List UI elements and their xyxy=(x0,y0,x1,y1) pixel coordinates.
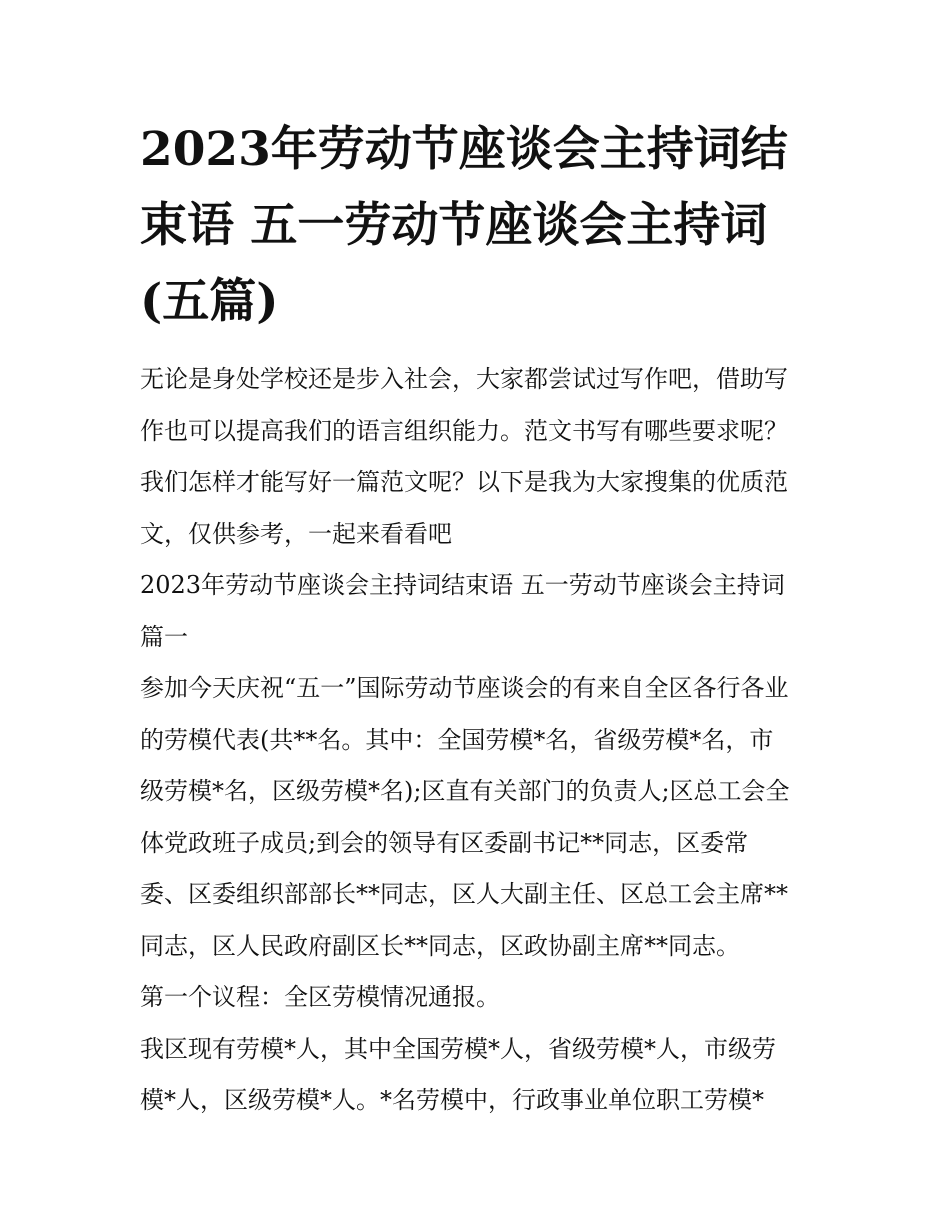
title-line: 2023年劳动节座谈会主持词结 xyxy=(140,122,788,177)
paragraph-line: 模*人，区级劳模*人。*名劳模中，行政事业单位职工劳模* xyxy=(140,1086,764,1114)
document-title xyxy=(140,112,820,340)
document-body xyxy=(140,354,830,1127)
paragraph-line: 委、区委组织部部长**同志，区人大副主任、区总工会主席** xyxy=(140,880,788,908)
intro-line: 文，仅供参考，一起来看看吧 xyxy=(140,519,452,548)
paragraph-line: 我区现有劳模*人，其中全国劳模*人，省级劳模*人，市级劳 xyxy=(140,1034,776,1063)
section-heading-line: 2023年劳动节座谈会主持词结束语 五一劳动节座谈会主持词 xyxy=(140,571,785,599)
agenda-item-line: 第一个议程：全区劳模情况通报。 xyxy=(140,983,500,1011)
intro-line: 作也可以提高我们的语言组织能力。范文书写有哪些要求呢？ xyxy=(140,416,788,445)
paragraph-line: 级劳模*名，区级劳模*名);区直有关部门的负责人;区总工会全 xyxy=(140,777,790,805)
paragraph-line: 参加今天庆祝“五一”国际劳动节座谈会的有来自全区各行各业 xyxy=(140,674,789,702)
paragraph-line: 同志，区人民政府副区长**同志，区政协副主席**同志。 xyxy=(140,931,740,960)
title-line: 束语 五一劳动节座谈会主持词 xyxy=(140,198,768,253)
intro-line: 无论是身处学校还是步入社会，大家都尝试过写作吧，借助写 xyxy=(140,365,788,393)
paragraph-line: 的劳模代表(共**名。其中：全国劳模*名，省级劳模*名，市 xyxy=(140,725,774,754)
intro-line: 我们怎样才能写好一篇范文呢？以下是我为大家搜集的优质范 xyxy=(140,468,788,496)
title-line: (五篇) xyxy=(140,274,279,329)
section-heading-line: 篇一 xyxy=(140,622,188,651)
paragraph-line: 体党政班子成员;到会的领导有区委副书记**同志，区委常 xyxy=(140,828,749,857)
